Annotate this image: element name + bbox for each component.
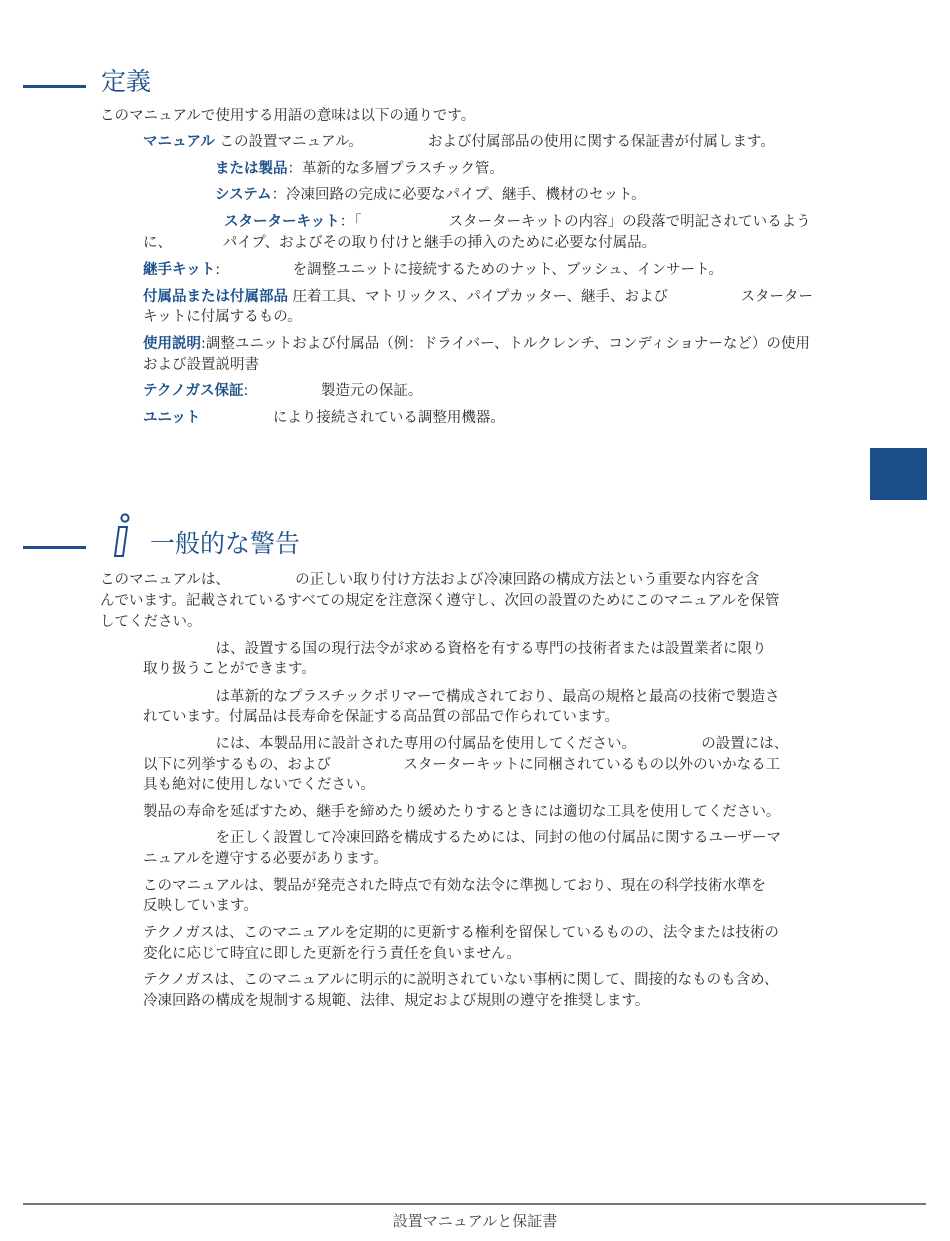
definition-term: スターターキット — [224, 214, 340, 230]
section-rule-warnings — [23, 546, 86, 549]
definition-text: ：革新的な多層プラスチック管。 — [287, 161, 504, 177]
footer-rule — [23, 1203, 926, 1205]
definition-text: 圧着工具、マトリックス、パイプカッター、継手、および スターター — [288, 289, 814, 305]
definition-text: この設置マニュアル。 および付属部品の使用に関する保証書が付属します。 — [214, 134, 775, 150]
warning-line: 製品の寿命を延ばすため、継手を締めたり緩めたりするときには適切な工具を使用してください。 — [143, 804, 781, 820]
definitions-intro: このマニュアルで使用する用語の意味は以下の通りです。 — [100, 108, 476, 124]
definition-term: ユニット — [143, 410, 201, 426]
warning-line: ニュアルを遵守する必要があります。 — [143, 851, 388, 867]
definition-text: ：冷凍回路の完成に必要なパイプ、継手、機材のセット。 — [271, 187, 646, 203]
warning-line: れています。付属品は長寿命を保証する高品質の部品で作られています。 — [143, 709, 620, 725]
definition-term: または製品 — [215, 161, 288, 177]
definition-term: 付属品または付属部品 — [143, 289, 288, 305]
warning-line: は、設置する国の現行法令が求める資格を有する専門の技術者または設置業者に限り — [143, 641, 767, 657]
warning-line: には、本製品用に設計された専用の付属品を使用してください。 の設置には、 — [143, 736, 789, 752]
definition-text: ：「 スターターキットの内容」の段落で明記されているよう — [339, 214, 811, 230]
definition-term: システム — [215, 187, 272, 203]
warning-line: テクノガスは、このマニュアルに明示的に説明されていない事柄に関して、間接的なものも含め、 — [143, 972, 779, 988]
warning-line: テクノガスは、このマニュアルを定期的に更新する権利を留保しているものの、法令または技術の — [143, 925, 779, 941]
footer-title: 設置マニュアルと保証書 — [392, 1212, 558, 1230]
warnings-intro-line: んでいます。記載されているすべての規定を注意深く遵守し、次回の設置のためにこのマニュアルを保管 — [100, 593, 780, 609]
definition-text: により接続されている調整用機器。 — [200, 410, 505, 426]
definition-text-cont: および設置説明書 — [143, 357, 259, 373]
info-icon — [108, 512, 138, 558]
warning-line: は革新的なプラスチックポリマーで構成されており、最高の規格と最高の技術で製造さ — [143, 689, 780, 705]
warning-line: 具も絶対に使用しないでください。 — [143, 777, 375, 793]
warnings-intro-line: このマニュアルは、 の正しい取り付け方法および冷凍回路の構成方法という重要な内容を含 — [100, 572, 760, 588]
warning-line: 反映しています。 — [143, 898, 258, 914]
warnings-intro-line: してください。 — [100, 614, 202, 630]
definition-term: テクノガス保証 — [143, 383, 244, 399]
warning-line: 以下に列挙するもの、および スターターキットに同梱されているもの以外のいかなる工 — [143, 757, 781, 773]
side-tab-marker — [870, 448, 927, 500]
definition-text: : 製造元の保証。 — [243, 383, 423, 399]
warning-line: このマニュアルは、製品が発売された時点で有効な法令に準拠しており、現在の科学技術水準を — [143, 878, 766, 894]
heading-warnings: 一般的な警告 — [150, 529, 301, 558]
definition-text: :調整ユニットおよび付属品（例：ドライバー、トルクレンチ、コンディショナーなど）の使用 — [201, 336, 810, 352]
warning-line: 取り扱うことができます。 — [143, 661, 316, 677]
warning-line: 変化に応じて時宜に即した更新を行う責任を負いません。 — [143, 946, 521, 962]
definition-text: : を調整ユニットに接続するためのナット、ブッシュ、インサート。 — [215, 262, 723, 278]
definition-term: マニュアル — [143, 134, 215, 150]
section-rule-definitions — [23, 85, 86, 88]
warning-line: 冷凍回路の構成を規制する規範、法律、規定および規則の遵守を推奨します。 — [143, 993, 650, 1009]
definition-term: 使用説明 — [143, 336, 201, 352]
definition-term: 継手キット — [143, 262, 216, 278]
warning-line: を正しく設置して冷凍回路を構成するためには、同封の他の付属品に関するユーザーマ — [143, 830, 781, 846]
heading-definitions: 定義 — [101, 67, 152, 96]
definition-text-cont: に、 パイプ、およびその取り付けと継手の挿入のために必要な付属品。 — [143, 235, 657, 251]
definition-text-cont: キットに付属するもの。 — [143, 309, 302, 325]
